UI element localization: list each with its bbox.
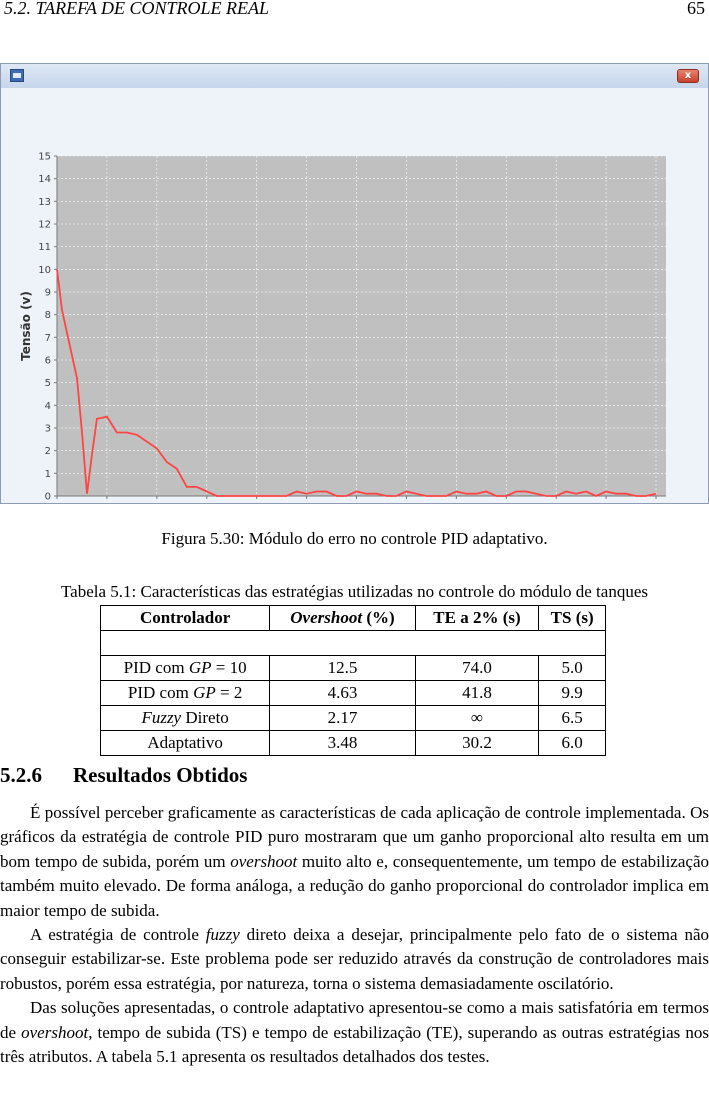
cell-ts: 5.0 bbox=[539, 656, 606, 681]
figure-caption: Figura 5.30: Módulo do erro no controle PID adaptativo. bbox=[161, 529, 548, 548]
y-tick-label: 0 bbox=[44, 491, 51, 503]
section-number: 5.2.6 bbox=[0, 763, 42, 787]
y-tick-label: 7 bbox=[44, 332, 51, 344]
table-row bbox=[101, 731, 606, 756]
y-tick-label: 5 bbox=[44, 378, 51, 390]
table-row bbox=[101, 656, 606, 681]
y-tick-label: 12 bbox=[38, 219, 51, 231]
header-overshoot bbox=[270, 606, 415, 631]
section-title: Resultados Obtidos bbox=[73, 763, 248, 787]
cell-overshoot: 12.5 bbox=[270, 656, 415, 681]
paragraph-text-italic: fuzzy bbox=[205, 925, 240, 945]
header-overshoot-unit: (%) bbox=[362, 608, 395, 627]
body-text bbox=[0, 801, 709, 1069]
paragraph-3 bbox=[0, 996, 709, 1069]
plot-background bbox=[57, 156, 666, 496]
paragraph-1 bbox=[0, 801, 709, 923]
cell-te: ∞ bbox=[415, 706, 539, 731]
paragraph-text-italic: overshoot bbox=[21, 1022, 89, 1042]
y-tick-label: 3 bbox=[44, 423, 51, 435]
y-tick-label: 8 bbox=[44, 310, 51, 322]
y-tick-label: 10 bbox=[38, 264, 51, 276]
y-tick-label: 15 bbox=[38, 151, 51, 163]
y-axis-label: Tensão (v) bbox=[19, 291, 33, 361]
y-tick-label: 1 bbox=[44, 468, 51, 480]
header-ts: TS (s) bbox=[539, 606, 606, 631]
page-number: 65 bbox=[687, 0, 705, 18]
paragraph-text-italic: overshoot bbox=[230, 851, 298, 871]
paragraph-text: , tempo de subida (TS) e tempo de estabilização (TE), superando as outras estratégias nos três atributos. A tabela 5.1 apresenta os resultados detalhados dos testes. bbox=[0, 1022, 709, 1067]
cell-controller bbox=[101, 681, 270, 706]
table-row bbox=[101, 681, 606, 706]
paragraph-text: muito alto e, consequentemente, um tempo de estabilização também muito elevado. De forma análoga, a redução do ganho proporcional do controlador implica em maior tempo de subida. bbox=[0, 851, 709, 920]
y-tick-label: 4 bbox=[44, 400, 51, 412]
cell-te: 41.8 bbox=[415, 681, 539, 706]
cell-te: 74.0 bbox=[415, 656, 539, 681]
cell-text-italic: GP bbox=[188, 658, 212, 677]
line-chart bbox=[1, 64, 708, 503]
cell-overshoot: 2.17 bbox=[270, 706, 415, 731]
table-caption: Tabela 5.1: Características das estratégias utilizadas no controle do módulo de tanques bbox=[60, 582, 648, 601]
cell-text: Direto bbox=[181, 708, 229, 727]
y-tick-label: 2 bbox=[44, 446, 51, 458]
cell-te: 30.2 bbox=[415, 731, 539, 756]
paragraph-text: A estratégia de controle bbox=[30, 925, 206, 945]
results-table bbox=[100, 605, 606, 756]
y-tick-label: 11 bbox=[38, 242, 51, 254]
table-gap bbox=[101, 631, 606, 656]
table-header-row bbox=[101, 606, 606, 631]
cell-text-italic: GP bbox=[193, 683, 216, 702]
running-header-section: 5.2. TAREFA DE CONTROLE REAL bbox=[4, 0, 270, 18]
cell-ts: 6.5 bbox=[539, 706, 606, 731]
header-controlador: Controlador bbox=[101, 606, 270, 631]
header-overshoot-word: Overshoot bbox=[290, 608, 363, 627]
paragraph-text: direto deixa a desejar, principalmente pelo fato de o sistema não conseguir estabilizar-se. Este problema pode ser reduzido através da construção de controladores mais robustos, porém essa estratégia, por natureza, torna o sistema demasiadamente oscilatório. bbox=[0, 925, 709, 993]
table-row bbox=[101, 706, 606, 731]
paragraph-text: É possível perceber graficamente as características de cada aplicação de controle implementada. Os gráficos da estratégia de controle PID puro mostraram que um ganho proporcional alto resulta em um bom tempo de subida, porém um bbox=[0, 803, 709, 871]
section-heading bbox=[0, 763, 247, 788]
cell-overshoot: 4.63 bbox=[270, 681, 415, 706]
cell-text: PID com bbox=[127, 683, 194, 702]
chart-window bbox=[0, 63, 709, 504]
cell-text: = 10 bbox=[211, 658, 247, 677]
header-te: TE a 2% (s) bbox=[415, 606, 539, 631]
cell-text: PID com bbox=[123, 658, 189, 677]
paragraph-text: Das soluções apresentadas, o controle adaptativo apresentou-se como a mais satisfatória em termos de bbox=[0, 998, 709, 1042]
cell-ts: 6.0 bbox=[539, 731, 606, 756]
close-button[interactable]: x bbox=[677, 69, 699, 83]
y-tick-label: 13 bbox=[38, 196, 51, 208]
y-tick-label: 14 bbox=[38, 174, 51, 186]
cell-text: = 2 bbox=[215, 683, 243, 702]
y-tick-label: 6 bbox=[44, 355, 51, 367]
y-tick-label: 9 bbox=[44, 287, 51, 299]
cell-controller: Adaptativo bbox=[101, 731, 270, 756]
cell-text-italic: Fuzzy bbox=[141, 708, 182, 727]
cell-controller bbox=[101, 656, 270, 681]
paragraph-2 bbox=[0, 923, 709, 996]
cell-ts: 9.9 bbox=[539, 681, 606, 706]
cell-overshoot: 3.48 bbox=[270, 731, 415, 756]
cell-controller bbox=[101, 706, 270, 731]
